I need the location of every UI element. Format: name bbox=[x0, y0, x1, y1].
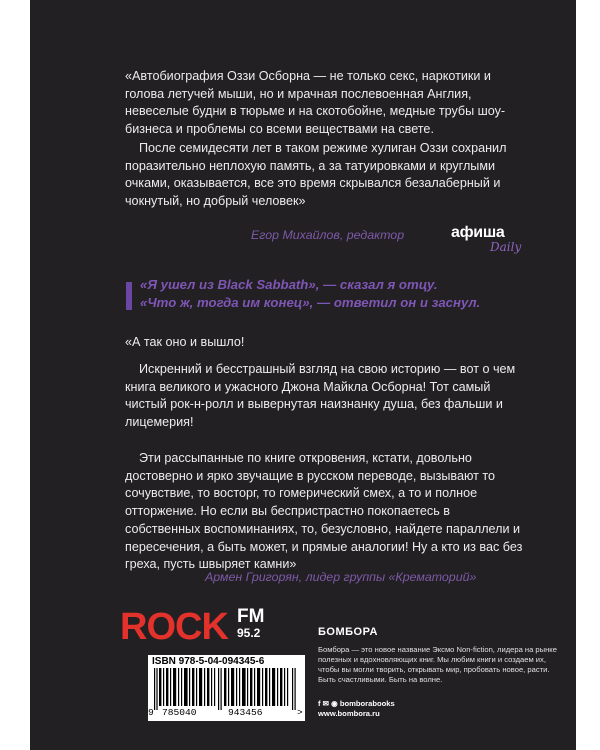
publisher-social bbox=[318, 699, 395, 708]
review1-author: Егор Михайлов, редактор bbox=[251, 228, 405, 242]
quote-bar bbox=[126, 282, 132, 310]
barcode-bars bbox=[154, 668, 297, 710]
review2-paragraph2: Искренний и бесстрашный взгляд на свою историю — вот о чем книга великого и ужасного Джона Майкла Осборна! Тот самый чистый рок-н-ролл и вывернутая наизнанку душа, без фальши и лицемерия! bbox=[125, 362, 516, 430]
social-handle: bomborabooks bbox=[339, 699, 395, 708]
afisha-daily-logo: Daily bbox=[490, 240, 522, 254]
publisher-logo: БОМБОРА bbox=[318, 626, 378, 638]
review1-paragraph2: После семидесяти лет в таком режиме хулиган Оззи сохранил поразительно неплохую память, а за татуировками и круглыми очками, оказывается, все это время скрывался безалаберный и чокнутый, но добрый человек» bbox=[125, 141, 507, 209]
back-cover bbox=[30, 0, 576, 750]
publisher-website: www.bombora.ru bbox=[318, 709, 380, 718]
quote-line1: «Я ушел из Black Sabbath», — сказал я отцу. bbox=[140, 277, 438, 292]
barcode-digits-right: 943456 bbox=[228, 707, 263, 718]
rockfm-logo: ROCK bbox=[120, 606, 228, 648]
review1-paragraph1: «Автобиография Оззи Осборна — не только секс, наркотики и голова летучей мыши, но и мрачная послевоенная Англия, невеселые будни в тюрьме и на скотобойне, медные трубы шоу-бизнеса и проблемы со всеми веществами на свете. bbox=[125, 69, 506, 137]
barcode-digits-left: 785040 bbox=[162, 707, 197, 718]
publisher-about: Бомбора — это новое название Эксмо Non-fiction, лидера на рынке полезных и вдохновляющих книг. Мы любим книги и создаем их, чтобы вы могли творить, открывать мир, пробовать новое, расти. Быть счастливыми. Быть на волне. bbox=[318, 645, 557, 684]
social-icons: f ✉ ◉ bbox=[318, 699, 340, 708]
barcode-digit-end: > bbox=[297, 707, 303, 718]
barcode-digit-first: 9 bbox=[148, 707, 154, 718]
review2-author: Армен Григорян, лидер группы «Крематорий» bbox=[205, 570, 477, 584]
afisha-logo: афиша bbox=[451, 224, 505, 241]
review2-paragraph3: Эти рассыпанные по книге откровения, кстати, довольно достоверно и ярко звучащие в русском переводе, вызывают то сочувствие, то восторг, то гомерический смех, а то и полное отторжение. Но если вы беспристрастно покопаетесь в собственных воспоминаниях, то, безусловно, найдете параллели и пересечения, а быть может, и прямые аналогии! Ну а кто из вас без греха, пусть швыряет камни» bbox=[125, 451, 523, 572]
review2-paragraph1: «А так оно и вышло! bbox=[125, 335, 245, 349]
rockfm-frequency: 95.2 bbox=[237, 626, 261, 640]
isbn-text: ISBN 978-5-04-094345-6 bbox=[152, 656, 265, 667]
barcode bbox=[148, 655, 305, 721]
rockfm-fm: FM bbox=[237, 606, 265, 627]
quote-line2: «Что ж, тогда им конец», — ответил он и заснул. bbox=[140, 295, 481, 310]
